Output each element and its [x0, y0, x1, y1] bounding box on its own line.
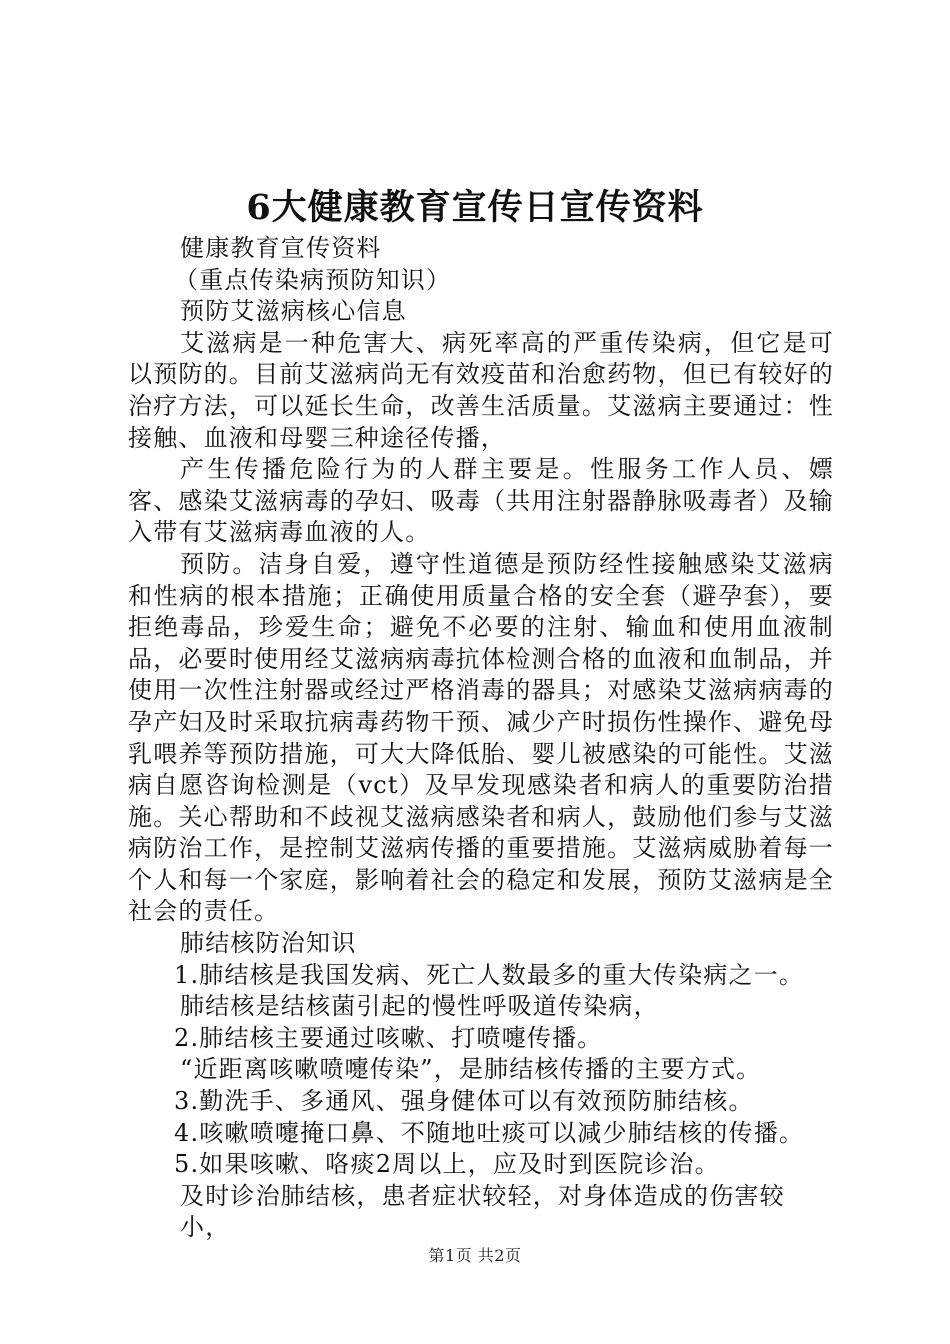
- tb-line-2: 肺结核是结核菌引起的慢性呼吸道传染病，: [180, 992, 659, 1021]
- tb-line-4: “近距离咳嗽喷嚏传染”，是肺结核传播的主要方式。: [180, 1055, 762, 1084]
- tb-line-8: 及时诊治肺结核，患者症状较轻，对身体造成的伤害较小，: [180, 1181, 785, 1242]
- tb-line-6: 4.咳嗽喷嚏掩口鼻、不随地吐痰可以减少肺结核的传播。: [174, 1118, 805, 1147]
- aids-paragraph-2: 产生传播危险行为的人群主要是。性服务工作人员、嫖客、感染艾滋病毒的孕妇、吸毒（共用注射器静脉吸毒者）及输入带有艾滋病毒血液的人。: [128, 455, 834, 547]
- heading-education-materials: 健康教育宣传资料: [180, 234, 382, 262]
- heading-key-diseases: （重点传染病预防知识）: [174, 265, 452, 294]
- section-title-aids: 预防艾滋病核心信息: [180, 297, 407, 326]
- tb-line-3: 2.肺结核主要通过咳嗽、打喷嚏传播。: [174, 1023, 603, 1052]
- document-body: [128, 233, 834, 1244]
- document-title: 6大健康教育宣传日宣传资料: [246, 187, 704, 228]
- section-title-tb: 肺结核防治知识: [180, 929, 357, 958]
- tb-line-7: 5.如果咳嗽、咯痰2周以上，应及时到医院诊治。: [174, 1150, 720, 1179]
- page-footer: 第1页 共2页: [428, 1246, 522, 1265]
- tb-line-5: 3.勤洗手、多通风、强身健体可以有效预防肺结核。: [174, 1087, 754, 1116]
- aids-paragraph-3: 预防。洁身自爱，遵守性道德是预防经性接触感染艾滋病和性病的根本措施；正确使用质量合格的安全套（避孕套），要拒绝毒品，珍爱生命；避免不必要的注射、输血和使用血液制品，必要时使用经艾滋病病毒抗体检测合格的血液和血制品，并使用一次性注射器或经过严格消毒的器具；对感染艾滋病病毒的孕产妇及时采取抗病毒药物干预、减少产时损伤性操作、避免母乳喂养等预防措施，可大大降低胎、婴儿被感染的可能性。艾滋病自愿咨询检测是（vct）及早发现感染者和病人的重要防治措施。关心帮助和不歧视艾滋病感染者和病人，鼓励他们参与艾滋病防治工作，是控制艾滋病传播的重要措施。艾滋病威胁着每一个人和每一个家庭，影响着社会的稳定和发展，预防艾滋病是全社会的责任。: [128, 549, 834, 926]
- aids-paragraph-1: 艾滋病是一种危害大、病死率高的严重传染病，但它是可以预防的。目前艾滋病尚无有效疫苗和治愈药物，但已有较好的治疗方法，可以延长生命，改善生活质量。艾滋病主要通过：性接触、血液和母婴三种途径传播，: [128, 328, 834, 452]
- tb-line-1: 1.肺结核是我国发病、死亡人数最多的重大传染病之一。: [174, 960, 805, 989]
